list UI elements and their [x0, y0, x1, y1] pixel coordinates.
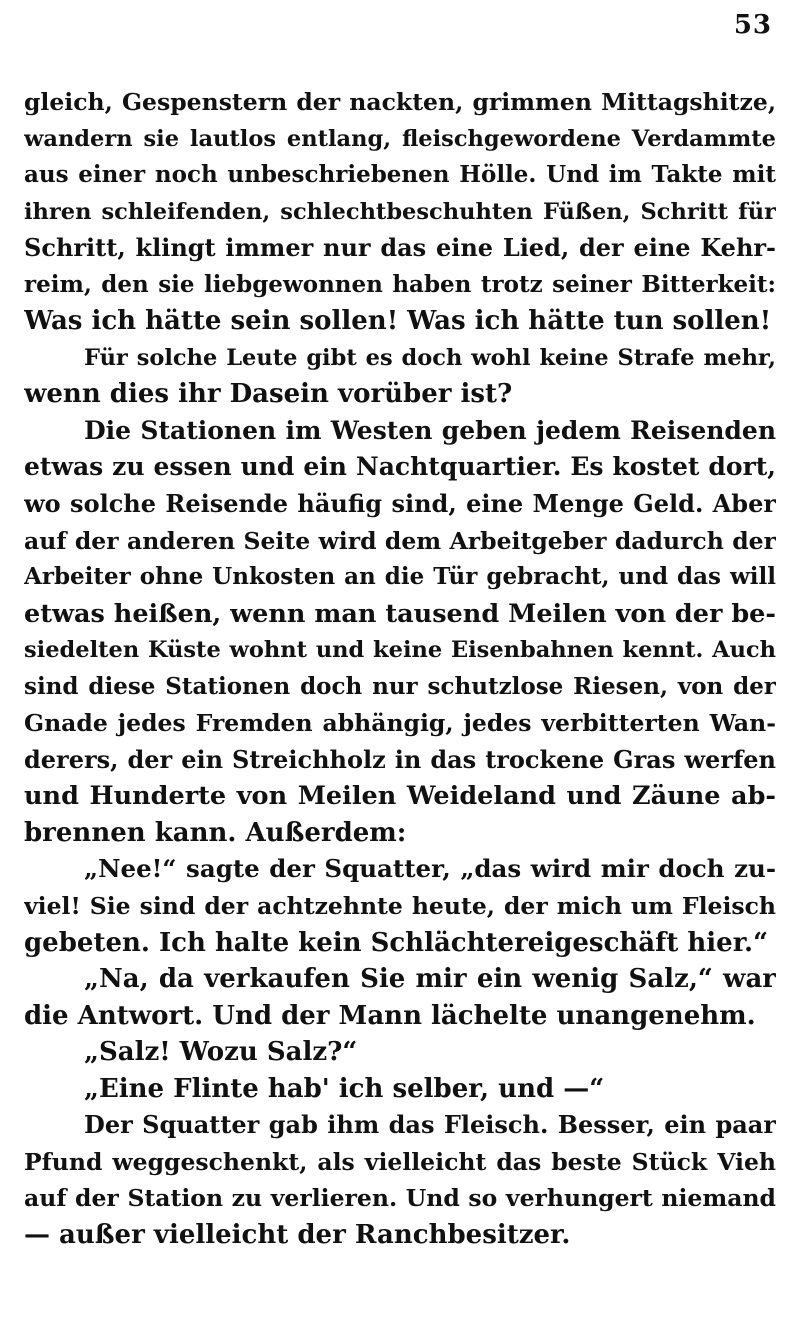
text-line: Pfund weggeschenkt, als vielleicht das beste Stück Vieh [24, 1147, 776, 1176]
text-line: gleich, Gespenstern der nackten, grimmen Mittagshitze, [24, 88, 776, 116]
text-line: ihren schleifenden, schlechtbeschuhten Füßen, Schritt für [24, 198, 776, 225]
text-line: auf der Station zu verlieren. Und so verhungert niemand [24, 1184, 776, 1213]
body-text [24, 84, 776, 1254]
text-line: derers, der ein Streichholz in das trockene Gras werfen [24, 744, 776, 774]
text-line: Schritt, klingt immer nur das eine Lied, der eine Kehr- [24, 233, 776, 263]
text-line: „Salz! Wozu Salz?“ [84, 1037, 358, 1068]
text-line: Gnade jedes Fremden abhängig, jedes verbitterten Wan- [24, 709, 776, 738]
text-line: die Antwort. Und der Mann lächelte unangenehm. [24, 1000, 756, 1031]
page-number: 53 [733, 10, 772, 40]
text-line: siedelten Küste wohnt und keine Eisenbahnen kennt. Auch [24, 637, 776, 664]
text-line: reim, den sie liebgewonnen haben trotz seiner Bitterkeit: [24, 270, 776, 298]
text-line: etwas zu essen und ein Nachtquartier. Es kostet dort, [24, 452, 776, 482]
text-line: „Eine Flinte hab' ich selber, und —“ [84, 1073, 605, 1104]
text-line: wenn dies ihr Dasein vorüber ist? [24, 379, 513, 410]
text-line: gebeten. Ich halte kein Schlächtereigeschäft hier.“ [24, 927, 769, 958]
text-line: Für solche Leute gibt es doch wohl keine Strafe mehr, [84, 344, 776, 371]
text-line: und Hunderte von Meilen Weideland und Zäune ab- [24, 781, 776, 812]
text-line: „Nee!“ sagte der Squatter, „das wird mir doch zu- [84, 854, 776, 884]
text-line: „Na, da verkaufen Sie mir ein wenig Salz,“ war [84, 964, 776, 995]
text-line: aus einer noch unbeschriebenen Hölle. Und im Takte mit [24, 161, 776, 189]
text-line: auf der anderen Seite wird dem Arbeitgeber dadurch der [24, 526, 776, 555]
text-line: sind diese Stationen doch nur schutzlose Riesen, von der [24, 672, 776, 700]
text-line: — außer vielleicht der Ranchbesitzer. [24, 1219, 571, 1250]
text-line: Die Stationen im Westen geben jedem Reisenden [84, 415, 776, 445]
text-line: Arbeiter ohne Unkosten an die Tür gebracht, und das will [24, 563, 776, 591]
text-line: Was ich hätte sein sollen! Was ich hätte tun sollen! [24, 306, 772, 337]
text-line: wandern sie lautlos entlang, fleischgewordene Verdammte [24, 125, 776, 152]
text-line: brennen kann. Außerdem: [24, 817, 407, 848]
text-line: Der Squatter gab ihm das Fleisch. Besser, ein paar [84, 1110, 776, 1140]
text-line: viel! Sie sind der achtzehnte heute, der mich um Fleisch [24, 892, 776, 921]
text-line: etwas heißen, wenn man tausend Meilen von der be- [24, 598, 776, 629]
text-line: wo solche Reisende häufig sind, eine Menge Geld. Aber [24, 489, 776, 519]
